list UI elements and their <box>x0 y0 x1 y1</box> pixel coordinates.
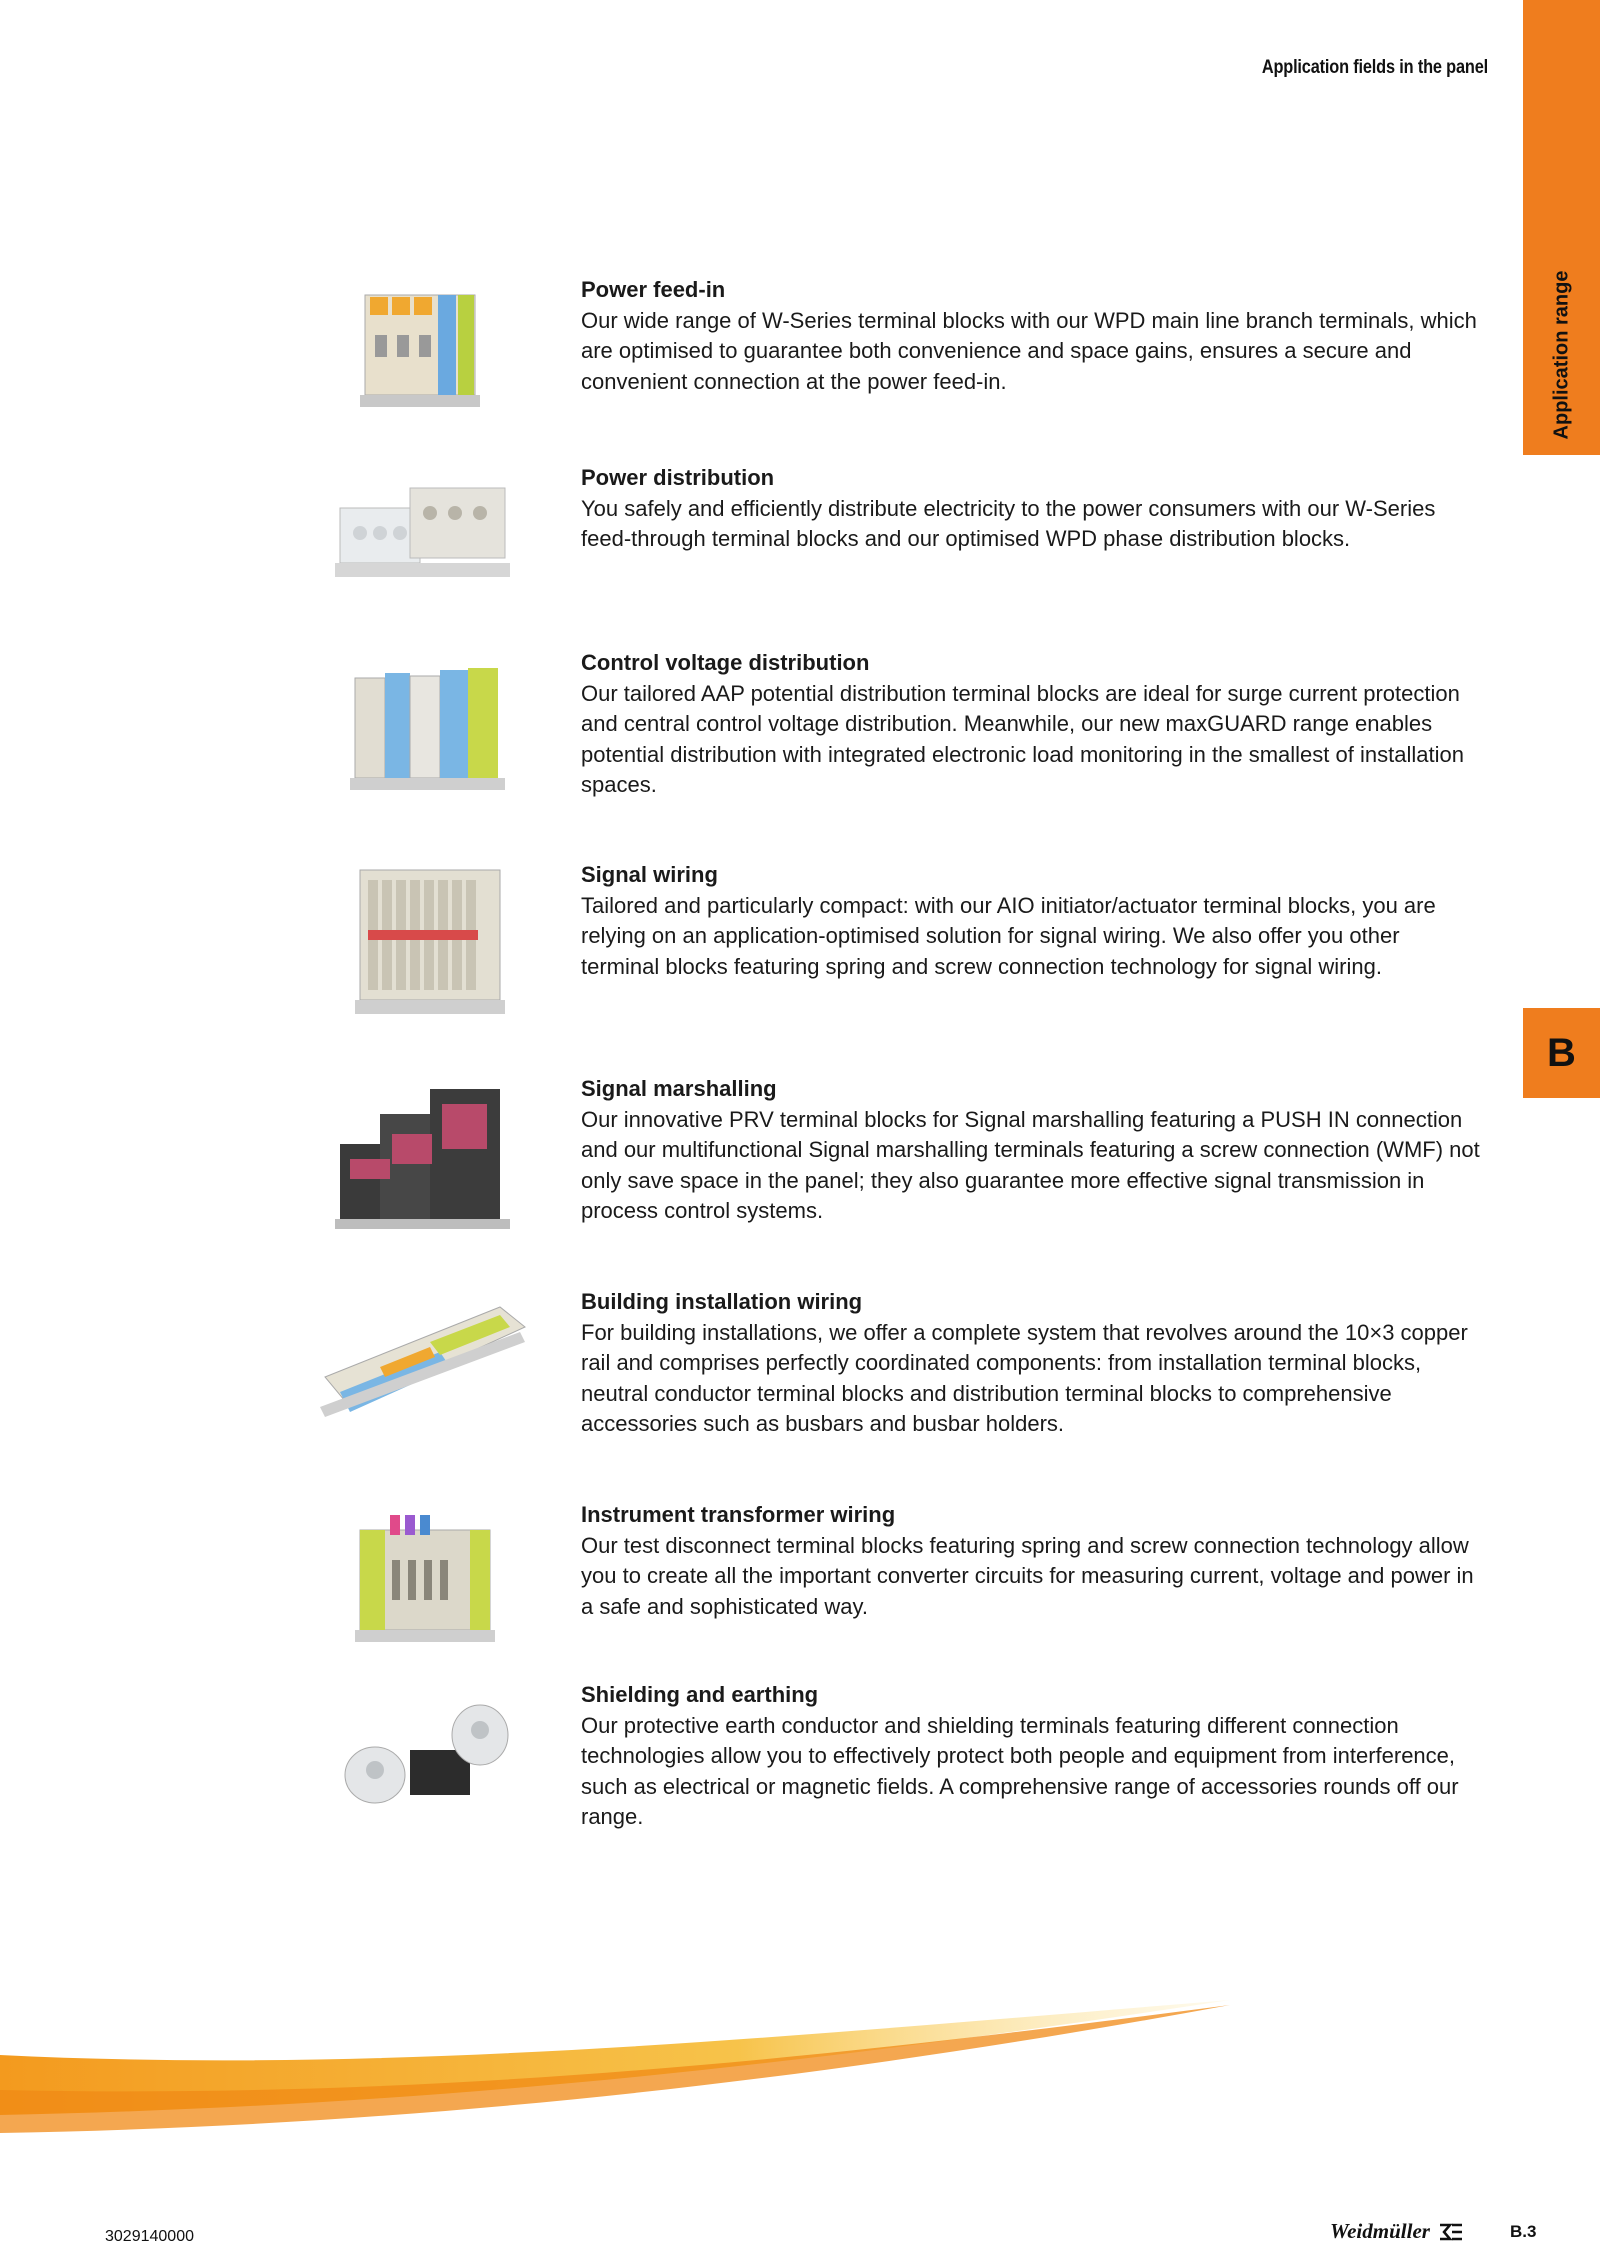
power-distribution-block-image <box>320 463 530 633</box>
section-title: Building installation wiring <box>581 1289 863 1314</box>
section-title: Signal wiring <box>581 862 718 887</box>
building-installation-terminal-image <box>320 1287 530 1457</box>
section-title: Instrument transformer wiring <box>581 1502 896 1527</box>
section-title: Signal marshalling <box>581 1076 777 1101</box>
shielding-earthing-clamp-image <box>320 1680 530 1850</box>
section-body: Tailored and particularly compact: with our AIO initiator/actuator terminal blocks, you are relying on an application-optimised solution for signal wiring. We also offer you other terminal blocks featuring spring and screw connection technology for signal wiring. <box>581 892 1436 979</box>
brand-mark-icon <box>1438 2221 1464 2243</box>
section-body: Our wide range of W-Series terminal blocks with our WPD main line branch terminals, which are optimised to guarantee both convenience and space gains, ensures a secure and convenient connection at the power feed-in. <box>581 307 1477 394</box>
page-header-title: Application fields in the panel <box>1261 57 1488 78</box>
section-title: Power feed-in <box>581 277 726 302</box>
section-marker[interactable]: B <box>1523 1008 1600 1098</box>
section-body: You safely and efficiently distribute electricity to the power consumers with our W-Series feed-through terminal blocks and our optimised WPD phase distribution blocks. <box>581 495 1436 551</box>
section-title: Control voltage distribution <box>581 650 870 675</box>
section-title: Shielding and earthing <box>581 1682 819 1707</box>
instrument-transformer-terminal-image <box>320 1500 530 1670</box>
page-number: B.3 <box>1510 2222 1537 2241</box>
section-body: For building installations, we offer a complete system that revolves around the 10×3 copper rail and comprises perfectly coordinated components: from installation terminal blocks, neutral conductor terminal blocks and distribution terminal blocks to comprehensive accessories such as busbars and busbar holders. <box>581 1319 1468 1436</box>
brand-logo <box>1330 2219 1464 2244</box>
section-body: Our test disconnect terminal blocks featuring spring and screw connection technology allow you to create all the important converter circuits for measuring current, voltage and power in a safe and sophisticated way. <box>581 1532 1474 1619</box>
section-title: Power distribution <box>581 465 775 490</box>
side-tab-label: Application range <box>1550 270 1572 440</box>
decorative-swoosh <box>0 1995 1300 2135</box>
article-number: 3029140000 <box>105 2228 194 2245</box>
control-voltage-terminal-image <box>320 648 530 818</box>
brand-name: Weidmüller <box>1330 2219 1430 2243</box>
section-body: Our protective earth conductor and shielding terminals featuring different connection technologies allow you to effectively protect both people and equipment from interference, such as electrical or magnetic fields. A comprehensive range of accessories rounds off our range. <box>581 1712 1459 1829</box>
signal-wiring-terminal-image <box>320 860 530 1030</box>
signal-marshalling-terminal-image <box>320 1074 530 1244</box>
power-feed-in-terminal-image <box>320 275 530 445</box>
side-tab[interactable] <box>1523 0 1600 455</box>
section-body: Our tailored AAP potential distribution terminal blocks are ideal for surge current protection and central control voltage distribution. Meanwhile, our new maxGUARD range enables potential distribution with integrated electronic load monitoring in the smallest of installation spaces. <box>581 680 1464 797</box>
section-body: Our innovative PRV terminal blocks for Signal marshalling featuring a PUSH IN connection and our multifunctional Signal marshalling terminals featuring a screw connection (WMF) not only save space in the panel; they also guarantee more effective signal transmission in process control systems. <box>581 1106 1480 1223</box>
